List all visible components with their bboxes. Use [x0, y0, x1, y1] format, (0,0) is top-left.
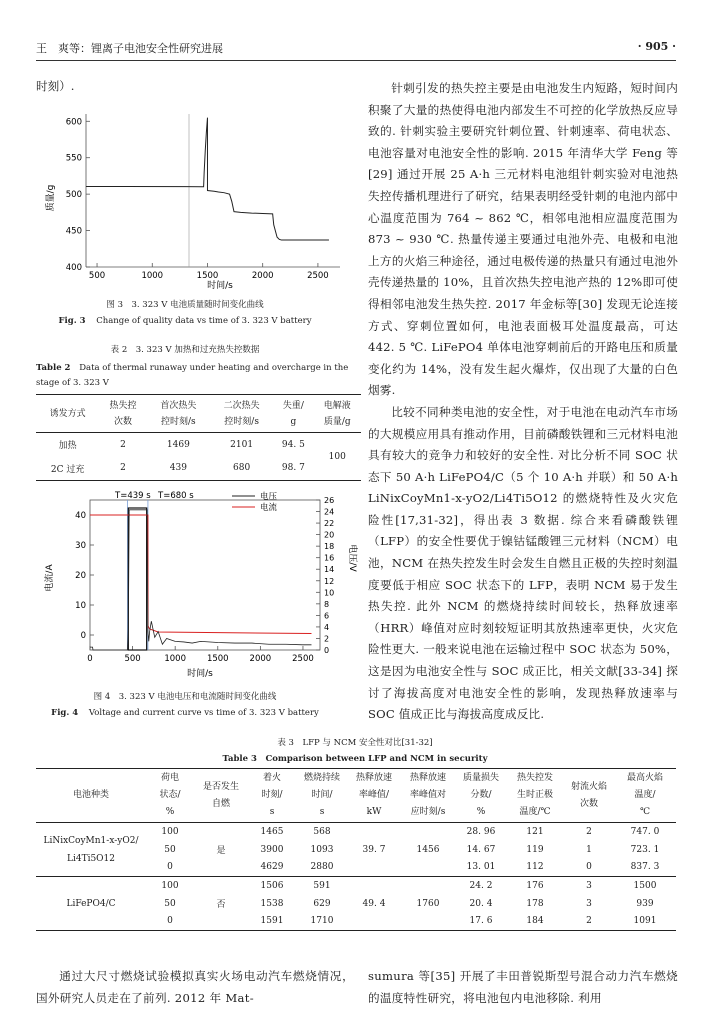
t3-lfp-hrr: 49. 4	[362, 898, 386, 909]
fig4-ytick-right-label: 26	[324, 496, 335, 505]
fig4-ytick-left-label: 10	[75, 601, 86, 611]
intro-fragment: 时刻）.	[36, 79, 75, 93]
fig3-ytick-label: 500	[65, 190, 82, 201]
fig3-chart	[40, 110, 360, 290]
fig3-xtick-label: 1000	[141, 271, 164, 281]
t3-ncm-autoignite: 是	[216, 846, 226, 856]
fig4-caption-en-text: Voltage and current curve vs time of 3. 323 V battery	[88, 708, 319, 718]
fig4-ytick-right-label: 10	[324, 588, 335, 598]
fig4-xtick-label: 2500	[292, 654, 314, 664]
t2-head-mode: 诱发方式	[49, 408, 86, 419]
t3-head-hrr-time: 热释放速 率峰值对 应时刻/s	[409, 773, 446, 817]
fig4-highlight-box	[128, 508, 146, 650]
fig4-legend-current: 电流	[260, 503, 278, 513]
fig3-caption-label: Fig. 3	[58, 316, 86, 326]
fig4-xtick-label: 500	[124, 654, 141, 664]
t3-head-jet: 射流火焰 次数	[570, 781, 607, 809]
fig4-current-line	[90, 515, 311, 634]
paragraph-comparison: 比较不同种类电池的安全性，对于电池在电动汽车市场的大规模应用具有推动作用，目前磷酸铁锂和三元材料电池具有较大的竞争力和较好的安全性. 对比分析不同 SOC 状态下 50 A·h LiFePO4/C（5 个 10 A·h 并联）和 50 A·h LiNixCoyMn1-x-yO2/Li4Ti5O12 的燃烧特性及火灾危险性[17,31-32]，得出表 3 数据. 综合来看磷酸铁锂（LFP）的安全性要优于镍钴锰酸锂三元材料（NCM）电池，NCM 在热失控发生时会发生自燃且正极的失控时刻温度要低于相应 SOC 状态下的 LFP，表明 NCM 易于发生热失控. 此外 NCM 的燃烧持续时间较长，热释放速率（HRR）峰值对应时刻较短证明其放热速率更快，火灾危险性更大. 一般来说电池在运输过程中 SOC 状态为 50%，这是因为电池安全性与 SOC 成正比，相关文献[33-34] 探讨了海拔高度对电池安全性的影响，发现热释放速率与 SOC 值成正比与海拔高度成反比.	[368, 404, 678, 722]
table3-title-cn: 表 3 LFP 与 NCM 安全性对比[31-32]	[277, 738, 433, 748]
fig4-xtick-label: 1000	[164, 654, 187, 664]
fig4-ytick-right-label: 22	[324, 519, 335, 529]
fig4-ytick-right-label: 20	[324, 530, 335, 540]
paragraph-needle: 针刺引发的热失控主要是由电池发生内短路，短时间内积聚了大量的热使得电池内部发生不可控的化学放热反应导致的. 针刺实验主要研究针刺位置、针刺速率、荷电状态、电池容量对电池安全性的影响. 2015 年清华大学 Feng 等[29] 通过开展 25 A·h 三元材料电池组针刺实验对电池热失控传播机理进行了研究，结果表明经受针刺的电池内部中心温度范围为 764 ~ 862 ℃，相邻电池相应温度范围为 873 ~ 930 ℃. 热量传递主要通过电池外壳、电极和电池上方的火焰三种途径，通过电极传递的热量只有通过电池外壳传递热量的 10%，且首次热失控电池产热的 12%即可使得相邻电池发生热失控. 2017 年金标等[30] 发现无论连接方式、穿刺位置如何，电池表面极耳处温度最高，可达 442. 5 ℃. LiFePO4 单体电池穿刺前后的开路电压和质量变化约为 14%，没有发生起火爆炸，仅出现了大量的白色烟雾.	[368, 81, 678, 398]
table-row: 50 3900 1093 14. 67 119 1 723. 1	[164, 844, 660, 855]
t3-head-ignition: 着火 时刻/ s	[261, 773, 283, 817]
bottom-left-text: 通过大尺寸燃烧试验模拟真实火场电动汽车燃烧情况，国外研究人员走在了前列. 2012 年 Mat-	[36, 969, 354, 1005]
fig3-xtick-label: 1500	[196, 271, 219, 281]
fig4-ytick-left-label: 20	[75, 571, 86, 581]
fig4-ytick-right-label: 6	[324, 611, 330, 621]
t3-ncm-name: LiNixCoyMn1-x-yO2/ Li4Ti5O12	[43, 835, 139, 864]
fig4-annot-439: T=439 s	[115, 491, 151, 501]
t3-ncm-hrr: 39. 7	[362, 844, 386, 855]
table3	[36, 768, 676, 931]
table2-title-cn: 表 2 3. 323 V 加热和过充热失控数据	[110, 345, 260, 355]
t3-lfp-autoignite: 否	[216, 900, 226, 910]
page-number: · 905 ·	[637, 40, 676, 53]
table2-title-en	[36, 361, 361, 391]
t3-lfp-name: LiFePO4/C	[66, 898, 116, 909]
table2-title-en-line2: stage of 3. 323 V	[36, 378, 109, 388]
t2-head-first: 首次热失 控时刻/s	[160, 400, 197, 427]
fig4-ytick-right-label: 8	[324, 599, 330, 609]
fig4-legend-voltage: 电压	[260, 492, 278, 502]
t3-head-soc: 荷电 状态/ %	[159, 773, 181, 817]
fig3-xlabel: 时间/s	[207, 281, 233, 290]
table-row: 0 1591 1710 17. 6 184 2 1091	[36, 913, 676, 931]
fig3-caption-en	[0, 316, 370, 326]
t3-head-duration: 燃烧持续 时间/ s	[303, 773, 340, 817]
fig4-xtick-label: 0	[87, 654, 93, 664]
table-row: LiFePO4/C 100 否 1506 591 49. 4 1760 24. 2 176 3 1500	[36, 877, 676, 895]
t3-head-cathode-temp: 热失控发 生时正极 温度/℃	[516, 773, 553, 817]
fig4-ylabel-right: 电压/V	[347, 544, 357, 572]
fig3-caption-en-text: Change of quality data vs time of 3. 323 V battery	[96, 316, 312, 326]
fig4-caption-en	[0, 708, 370, 718]
fig4-chart	[40, 488, 365, 683]
table2-title-label: Table 2	[36, 363, 71, 373]
fig4-ytick-left-label: 40	[75, 511, 86, 521]
running-header-title: 王 爽等：锂离子电池安全性研究进展	[36, 42, 223, 55]
table2-title-en-line1: Data of thermal runaway under heating and overcharge in the	[79, 363, 349, 373]
fig3-xtick-label: 2500	[307, 271, 329, 281]
t3-ncm-hrr-time: 1456	[416, 844, 440, 855]
fig4-ytick-right-label: 0	[324, 646, 330, 655]
fig3-xtick-label: 2000	[251, 271, 274, 281]
table-row: 50 1538 629 20. 4 178 3 939	[164, 898, 654, 909]
t3-head-hrr: 热释放速 率峰值/ kW	[355, 773, 392, 817]
fig4-ytick-right-label: 16	[324, 553, 335, 563]
t2-electrolyte-mass: 100	[328, 451, 346, 462]
header-rule	[36, 60, 676, 61]
fig3-ytick-label: 450	[65, 226, 82, 237]
table-row: 2C 过充 2 439 680 98. 7	[36, 457, 361, 481]
t3-head-type: 电池种类	[72, 790, 109, 800]
bottom-right-text: sumura 等[35] 开展了丰田普锐斯型号混合动力汽车燃烧的温度特性研究，将电池包内电池移除. 利用	[368, 969, 678, 1005]
fig4-ytick-right-label: 2	[324, 634, 330, 644]
fig4-ylabel-left: 电流/A	[45, 564, 55, 592]
table-row: 0 4629 2880 13. 01 112 0 837. 3	[36, 859, 676, 877]
fig4-ytick-right-label: 18	[324, 542, 335, 552]
fig4-ytick-right-label: 14	[324, 565, 335, 575]
t2-head-electrolyte: 电解液 质量/g	[323, 400, 351, 427]
fig3-ytick-label: 550	[65, 153, 82, 164]
fig4-ytick-left-label: 0	[80, 631, 86, 641]
fig4-voltage-line	[90, 510, 311, 650]
fig4-ytick-left-label: 30	[75, 541, 86, 551]
fig4-ytick-right-label: 4	[324, 622, 330, 632]
fig4-ytick-right-label: 24	[324, 507, 335, 517]
fig3-ytick-label: 600	[65, 117, 82, 128]
fig4-caption-label: Fig. 4	[51, 708, 79, 718]
t3-lfp-hrr-time: 1760	[416, 898, 440, 909]
t3-head-maxtemp: 最高火焰 温度/ ℃	[626, 773, 663, 817]
t3-head-autoignite: 是否发生 自燃	[202, 781, 239, 809]
right-column-text	[368, 78, 678, 726]
t2-head-loss: 失重/ g	[282, 400, 304, 427]
fig3-caption-cn: 图 3 3. 323 V 电池质量随时间变化曲线	[106, 300, 264, 310]
t3-head-massloss: 质量损失 分数/ %	[462, 773, 499, 817]
t2-head-count: 热失控 次数	[109, 400, 137, 427]
fig4-xtick-label: 2000	[249, 654, 272, 664]
fig4-caption-cn: 图 4 3. 323 V 电池电压和电流随时间变化曲线	[93, 692, 277, 702]
fig4-annot-680: T=680 s	[158, 491, 194, 501]
t2-head-second: 二次热失 控时刻/s	[223, 400, 260, 427]
fig4-xtick-label: 1500	[206, 654, 229, 664]
table3-title-en: Table 3 Comparison between LFP and NCM in security	[222, 754, 488, 764]
fig4-xlabel: 时间/s	[187, 669, 213, 679]
table2	[36, 394, 361, 481]
fig3-mass-line	[86, 118, 329, 240]
fig3-xtick-label: 500	[88, 271, 106, 281]
fig3-ylabel: 质量/g	[46, 184, 56, 212]
fig3-ytick-label: 400	[65, 263, 82, 273]
table-row: 加热 2 1469 2101 94. 5 100	[36, 433, 361, 457]
fig4-ytick-right-label: 12	[324, 576, 335, 586]
table-row: LiNixCoyMn1-x-yO2/ Li4Ti5O12 100 是 1465 568 39. 7 1456 28. 96 121 2 747. 0	[36, 823, 676, 841]
